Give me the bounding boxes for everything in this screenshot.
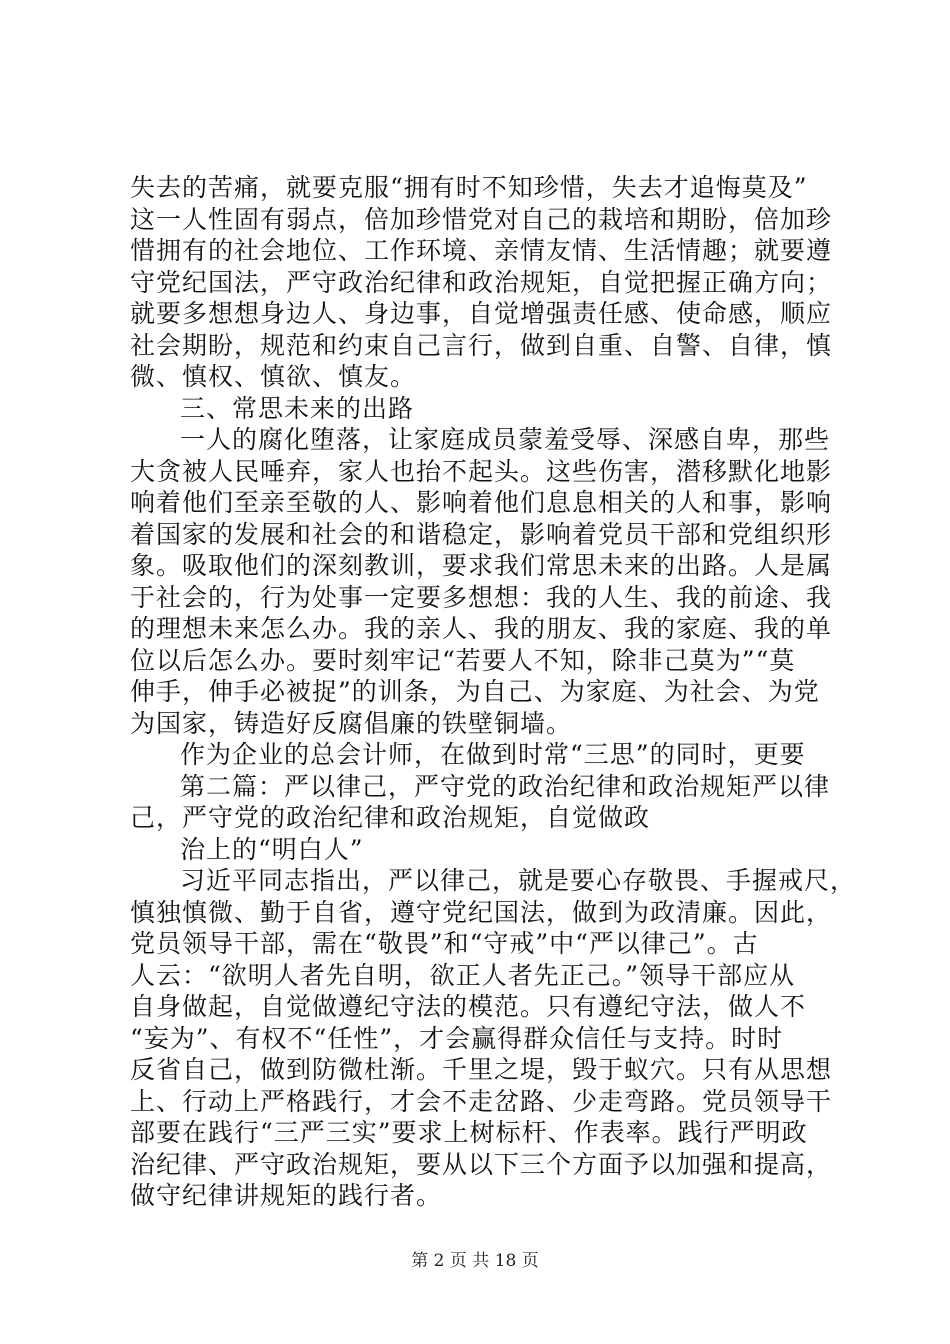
body-line: 大贪被人民唾弃，家人也抬不起头。这些伤害，潜移默化地影: [130, 457, 833, 486]
body-line: 于社会的，行为处事一定要多想想：我的人生、我的前途、我: [130, 583, 833, 612]
article-title-line: 第二篇：严以律己，严守党的政治纪律和政治规矩严以律: [180, 772, 831, 801]
body-line: 这一人性固有弱点，倍加珍惜党对自己的栽培和期盼，倍加珍: [130, 205, 833, 234]
body-line: 伸手，伸手必被捉”的训条，为自己、为家庭、为社会、为党: [130, 677, 820, 706]
body-line: 部要在践行“三严三实”要求上树标杆、作表率。践行严明政: [130, 1118, 808, 1147]
body-line: 习近平同志指出，严以律己，就是要心存敬畏、手握戒尺，: [180, 866, 857, 895]
body-line: 的理想未来怎么办。我的亲人、我的朋友、我的家庭、我的单: [130, 614, 833, 643]
body-line: 自身做起，自觉做遵纪守法的模范。只有遵纪守法，做人不: [130, 992, 807, 1021]
page-number-footer: 第 2 页 共 18 页: [411, 1251, 539, 1271]
body-line: 为国家，铸造好反腐倡廉的铁壁铜墙。: [130, 709, 573, 738]
article-title-line: 治上的“明白人”: [180, 835, 364, 864]
body-line: 党员领导干部，需在“敬畏”和“守戒”中“严以律己”。古: [130, 929, 759, 958]
body-line: 响着他们至亲至敬的人、影响着他们息息相关的人和事，影响: [130, 488, 833, 517]
body-line: 人云：“欲明人者先自明，欲正人者先正己。”领导干部应从: [130, 961, 796, 990]
body-line: 反省自己，做到防微杜渐。千里之堤，毁于蚁穴。只有从思想: [130, 1055, 833, 1084]
article-title-line: 己，严守党的政治纪律和政治规矩，自觉做政: [130, 803, 651, 832]
body-line: 慎独慎微、勤于自省，遵守党纪国法，做到为政清廉。因此，: [130, 898, 833, 927]
section-heading: 三、常思未来的出路: [180, 394, 415, 423]
body-line: 治纪律、严守政治规矩，要从以下三个方面予以加强和提高，: [130, 1150, 833, 1179]
body-line: 社会期盼，规范和约束自己言行，做到自重、自警、自律，慎: [130, 331, 833, 360]
body-line: 一人的腐化堕落，让家庭成员蒙羞受辱、深感自卑，那些: [180, 425, 831, 454]
body-line: 上、行动上严格践行，才会不走岔路、少走弯路。党员领导干: [130, 1087, 833, 1116]
body-line: “妄为”、有权不“任性”，才会赢得群众信任与支持。时时: [130, 1024, 784, 1053]
body-line: 守党纪国法，严守政治纪律和政治规矩，自觉把握正确方向；: [130, 268, 833, 297]
body-line: 做守纪律讲规矩的践行者。: [130, 1181, 443, 1210]
body-line: 作为企业的总会计师，在做到时常“三思”的同时，更要: [180, 740, 806, 769]
body-line: 微、慎权、慎欲、慎友。: [130, 362, 417, 391]
body-line: 惜拥有的社会地位、工作环境、亲情友情、生活情趣；就要遵: [130, 236, 833, 265]
body-line: 着国家的发展和社会的和谐稳定，影响着党员干部和党组织形: [130, 520, 833, 549]
body-line: 象。吸取他们的深刻教训，要求我们常思未来的出路。人是属: [130, 551, 833, 580]
body-line: 位以后怎么办。要时刻牢记“若要人不知，除非己莫为”“莫: [130, 646, 796, 675]
body-line: 就要多想想身边人、身边事，自觉增强责任感、使命感，顺应: [130, 299, 833, 328]
body-line: 失去的苦痛，就要克服“拥有时不知珍惜，失去才追悔莫及”: [130, 173, 808, 202]
